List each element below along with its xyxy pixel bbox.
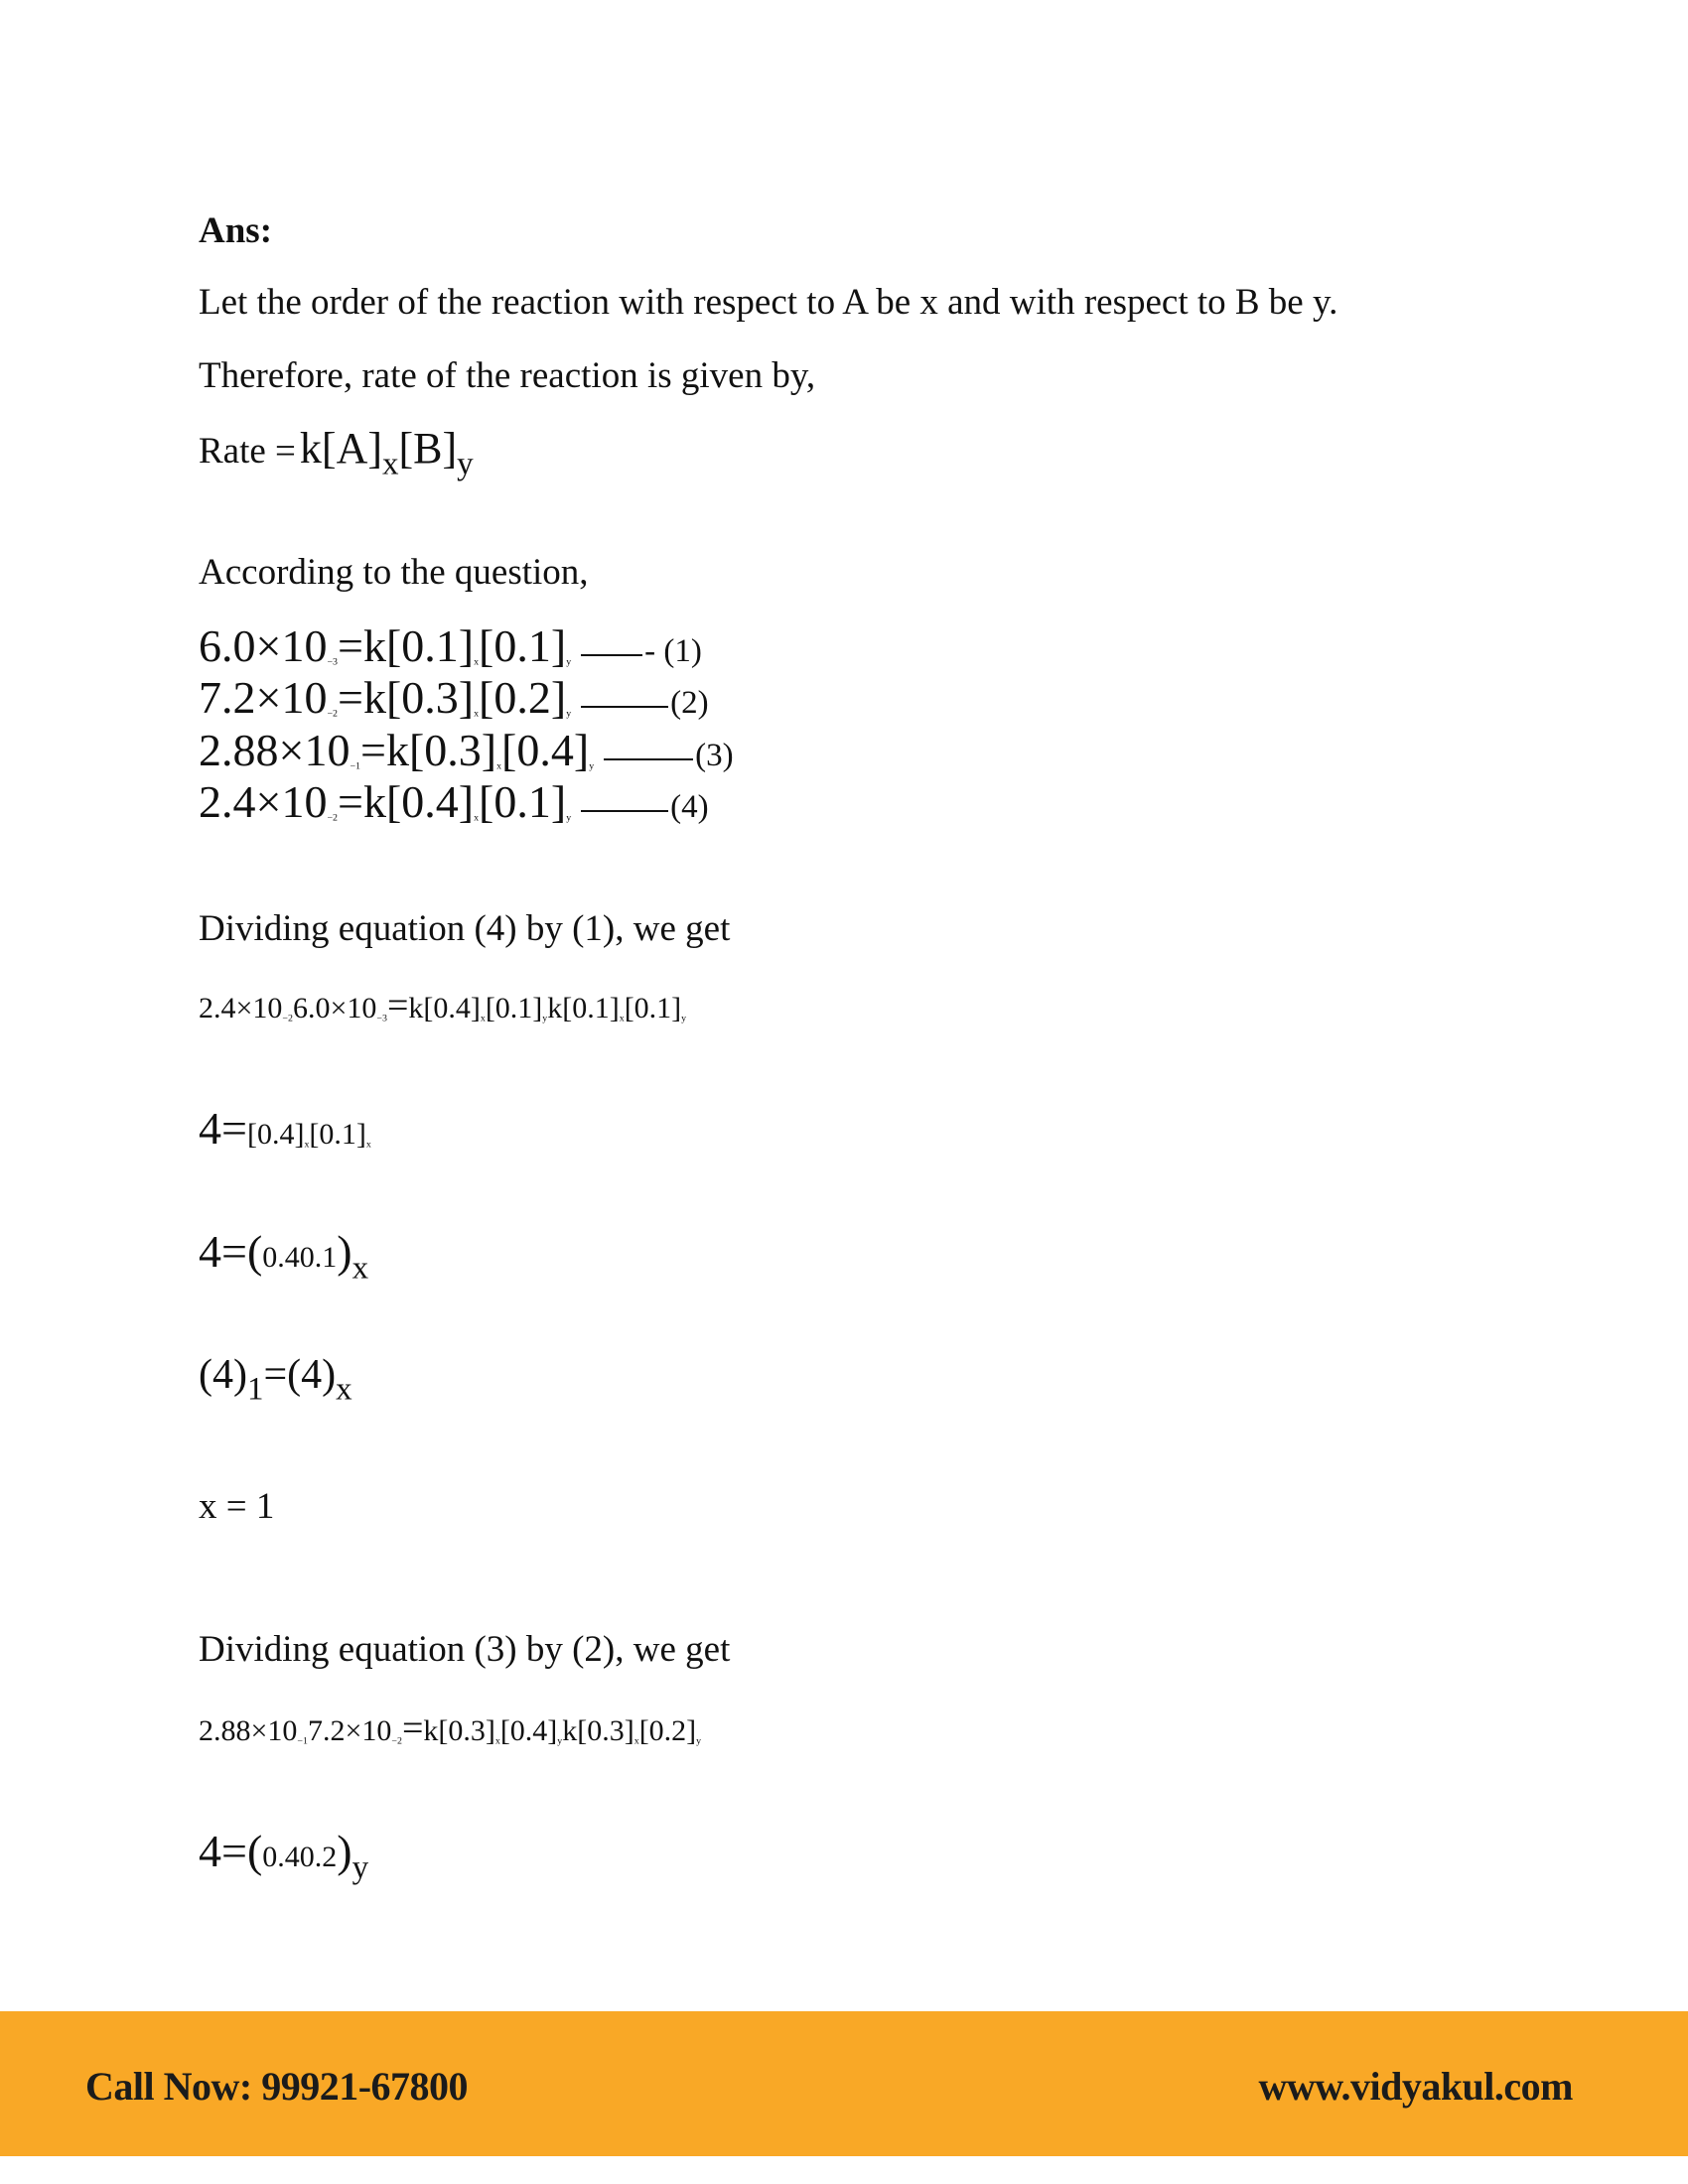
eq4-tag: (4) bbox=[670, 789, 709, 825]
frac2-n1: 2.88×10 bbox=[199, 1714, 298, 1747]
frac1-n2: 6.0×10 bbox=[292, 992, 377, 1024]
step4-close: ) bbox=[337, 1826, 352, 1876]
equation-2 bbox=[199, 672, 709, 723]
frac2-r4: [0.2] bbox=[638, 1714, 697, 1747]
step2-lhs: 4=( bbox=[199, 1226, 263, 1277]
step2-inner: 0.40.1 bbox=[262, 1241, 338, 1274]
frac1-r2-exp: y bbox=[542, 1013, 548, 1024]
frac2-equals: = bbox=[401, 1707, 424, 1749]
frac2-r2: [0.4] bbox=[499, 1714, 558, 1747]
answer-label: Ans: bbox=[199, 210, 273, 251]
eq3-coeff: 2.88×10 bbox=[199, 725, 351, 775]
step1-lhs: 4= bbox=[199, 1103, 247, 1154]
eq2-a-exp: x bbox=[474, 708, 480, 720]
frac1-r3: k[0.1] bbox=[547, 992, 620, 1024]
frac2-r3: k[0.3] bbox=[562, 1714, 634, 1747]
frac2-r1: k[0.3] bbox=[423, 1714, 495, 1747]
eq1-a-exp: x bbox=[474, 656, 480, 668]
fraction-2 bbox=[199, 1709, 701, 1747]
step-3 bbox=[199, 1354, 352, 1407]
equation-3 bbox=[199, 725, 734, 775]
rate-label: Rate = bbox=[199, 431, 296, 472]
website-link[interactable]: www.vidyakul.com bbox=[1258, 2064, 1573, 2109]
intro-text: Let the order of the reaction with respect to A be x and with respect to B be y. bbox=[199, 282, 1338, 323]
rate-exp-x: x bbox=[382, 446, 399, 482]
eq3-a-exp: x bbox=[496, 760, 502, 772]
eq1-coeff: 6.0×10 bbox=[199, 620, 328, 671]
call-now-phone[interactable]: Call Now: 99921-67800 bbox=[85, 2064, 469, 2109]
frac1-r1: k[0.4] bbox=[408, 992, 481, 1024]
according-text: According to the question, bbox=[199, 552, 589, 593]
frac1-n1-exp: −2 bbox=[282, 1013, 293, 1024]
rate-law bbox=[199, 424, 474, 482]
eq1-b-exp: y bbox=[566, 656, 572, 668]
eq4-a-exp: x bbox=[474, 812, 480, 824]
equation-1 bbox=[199, 620, 702, 671]
frac1-r4: [0.1] bbox=[624, 992, 682, 1024]
step4-inner: 0.40.2 bbox=[262, 1841, 338, 1873]
rate-exp-y: y bbox=[457, 446, 474, 482]
frac1-r3-exp: x bbox=[619, 1013, 625, 1024]
step3-b-exp: x bbox=[336, 1371, 352, 1408]
eq2-coeff: 7.2×10 bbox=[199, 672, 328, 723]
eq2-dash bbox=[581, 706, 668, 708]
step1-b: [0.1] bbox=[309, 1118, 366, 1151]
step1-b-exp: x bbox=[365, 1139, 371, 1151]
frac2-r2-exp: y bbox=[557, 1735, 563, 1747]
frac2-r4-exp: y bbox=[696, 1735, 702, 1747]
step-1 bbox=[199, 1103, 371, 1154]
eq1-a: =k[0.1] bbox=[338, 620, 475, 671]
eq3-coeff-exp: −1 bbox=[350, 760, 360, 772]
divide-2-text: Dividing equation (3) by (2), we get bbox=[199, 1629, 731, 1670]
eq4-coeff: 2.4×10 bbox=[199, 776, 328, 827]
eq1-b: [0.1] bbox=[479, 620, 567, 671]
step1-a-exp: x bbox=[304, 1139, 310, 1151]
divide-1-text: Dividing equation (4) by (1), we get bbox=[199, 908, 731, 949]
result-x: x = 1 bbox=[199, 1486, 275, 1527]
eq1-coeff-exp: −3 bbox=[327, 656, 338, 668]
step1-a: [0.4] bbox=[246, 1118, 305, 1151]
eq2-coeff-exp: −2 bbox=[327, 708, 338, 720]
eq2-b: [0.2] bbox=[479, 672, 567, 723]
frac1-r2: [0.1] bbox=[485, 992, 543, 1024]
eq3-dash bbox=[604, 758, 693, 760]
step-2 bbox=[199, 1226, 369, 1287]
step3-a: (4) bbox=[199, 1352, 247, 1398]
fraction-1 bbox=[199, 987, 686, 1024]
eq3-tag: (3) bbox=[695, 738, 734, 773]
step-4 bbox=[199, 1826, 369, 1886]
step2-close: ) bbox=[337, 1226, 352, 1277]
rate-b: [B] bbox=[398, 424, 458, 473]
frac2-n1-exp: −1 bbox=[297, 1735, 308, 1747]
eq4-b-exp: y bbox=[566, 812, 572, 824]
step3-a-exp: 1 bbox=[246, 1371, 264, 1408]
frac2-n2: 7.2×10 bbox=[307, 1714, 392, 1747]
frac2-r3-exp: x bbox=[633, 1735, 639, 1747]
step3-b: =(4) bbox=[263, 1352, 337, 1398]
frac1-r1-exp: x bbox=[480, 1013, 486, 1024]
rate-expr: k[A] bbox=[299, 424, 383, 473]
eq3-a: =k[0.3] bbox=[360, 725, 497, 775]
eq2-a: =k[0.3] bbox=[338, 672, 475, 723]
frac1-r4-exp: y bbox=[681, 1013, 687, 1024]
eq4-b: [0.1] bbox=[479, 776, 567, 827]
eq2-b-exp: y bbox=[566, 708, 572, 720]
eq1-tag: - (1) bbox=[644, 633, 702, 669]
therefore-text: Therefore, rate of the reaction is given by, bbox=[199, 355, 816, 396]
eq3-b: [0.4] bbox=[501, 725, 590, 775]
footer-banner bbox=[0, 2011, 1688, 2156]
step4-lhs: 4=( bbox=[199, 1826, 263, 1876]
frac2-r1-exp: x bbox=[494, 1735, 500, 1747]
frac1-equals: = bbox=[386, 985, 409, 1026]
eq1-dash bbox=[581, 654, 642, 656]
eq3-b-exp: y bbox=[589, 760, 595, 772]
step2-exp: x bbox=[352, 1250, 369, 1287]
step4-exp: y bbox=[352, 1849, 369, 1886]
frac1-n1: 2.4×10 bbox=[199, 992, 283, 1024]
eq4-a: =k[0.4] bbox=[338, 776, 475, 827]
equation-4 bbox=[199, 776, 709, 827]
eq2-tag: (2) bbox=[670, 685, 709, 721]
frac2-n2-exp: −2 bbox=[391, 1735, 402, 1747]
frac1-n2-exp: −3 bbox=[376, 1013, 387, 1024]
eq4-coeff-exp: −2 bbox=[327, 812, 338, 824]
eq4-dash bbox=[581, 810, 668, 812]
